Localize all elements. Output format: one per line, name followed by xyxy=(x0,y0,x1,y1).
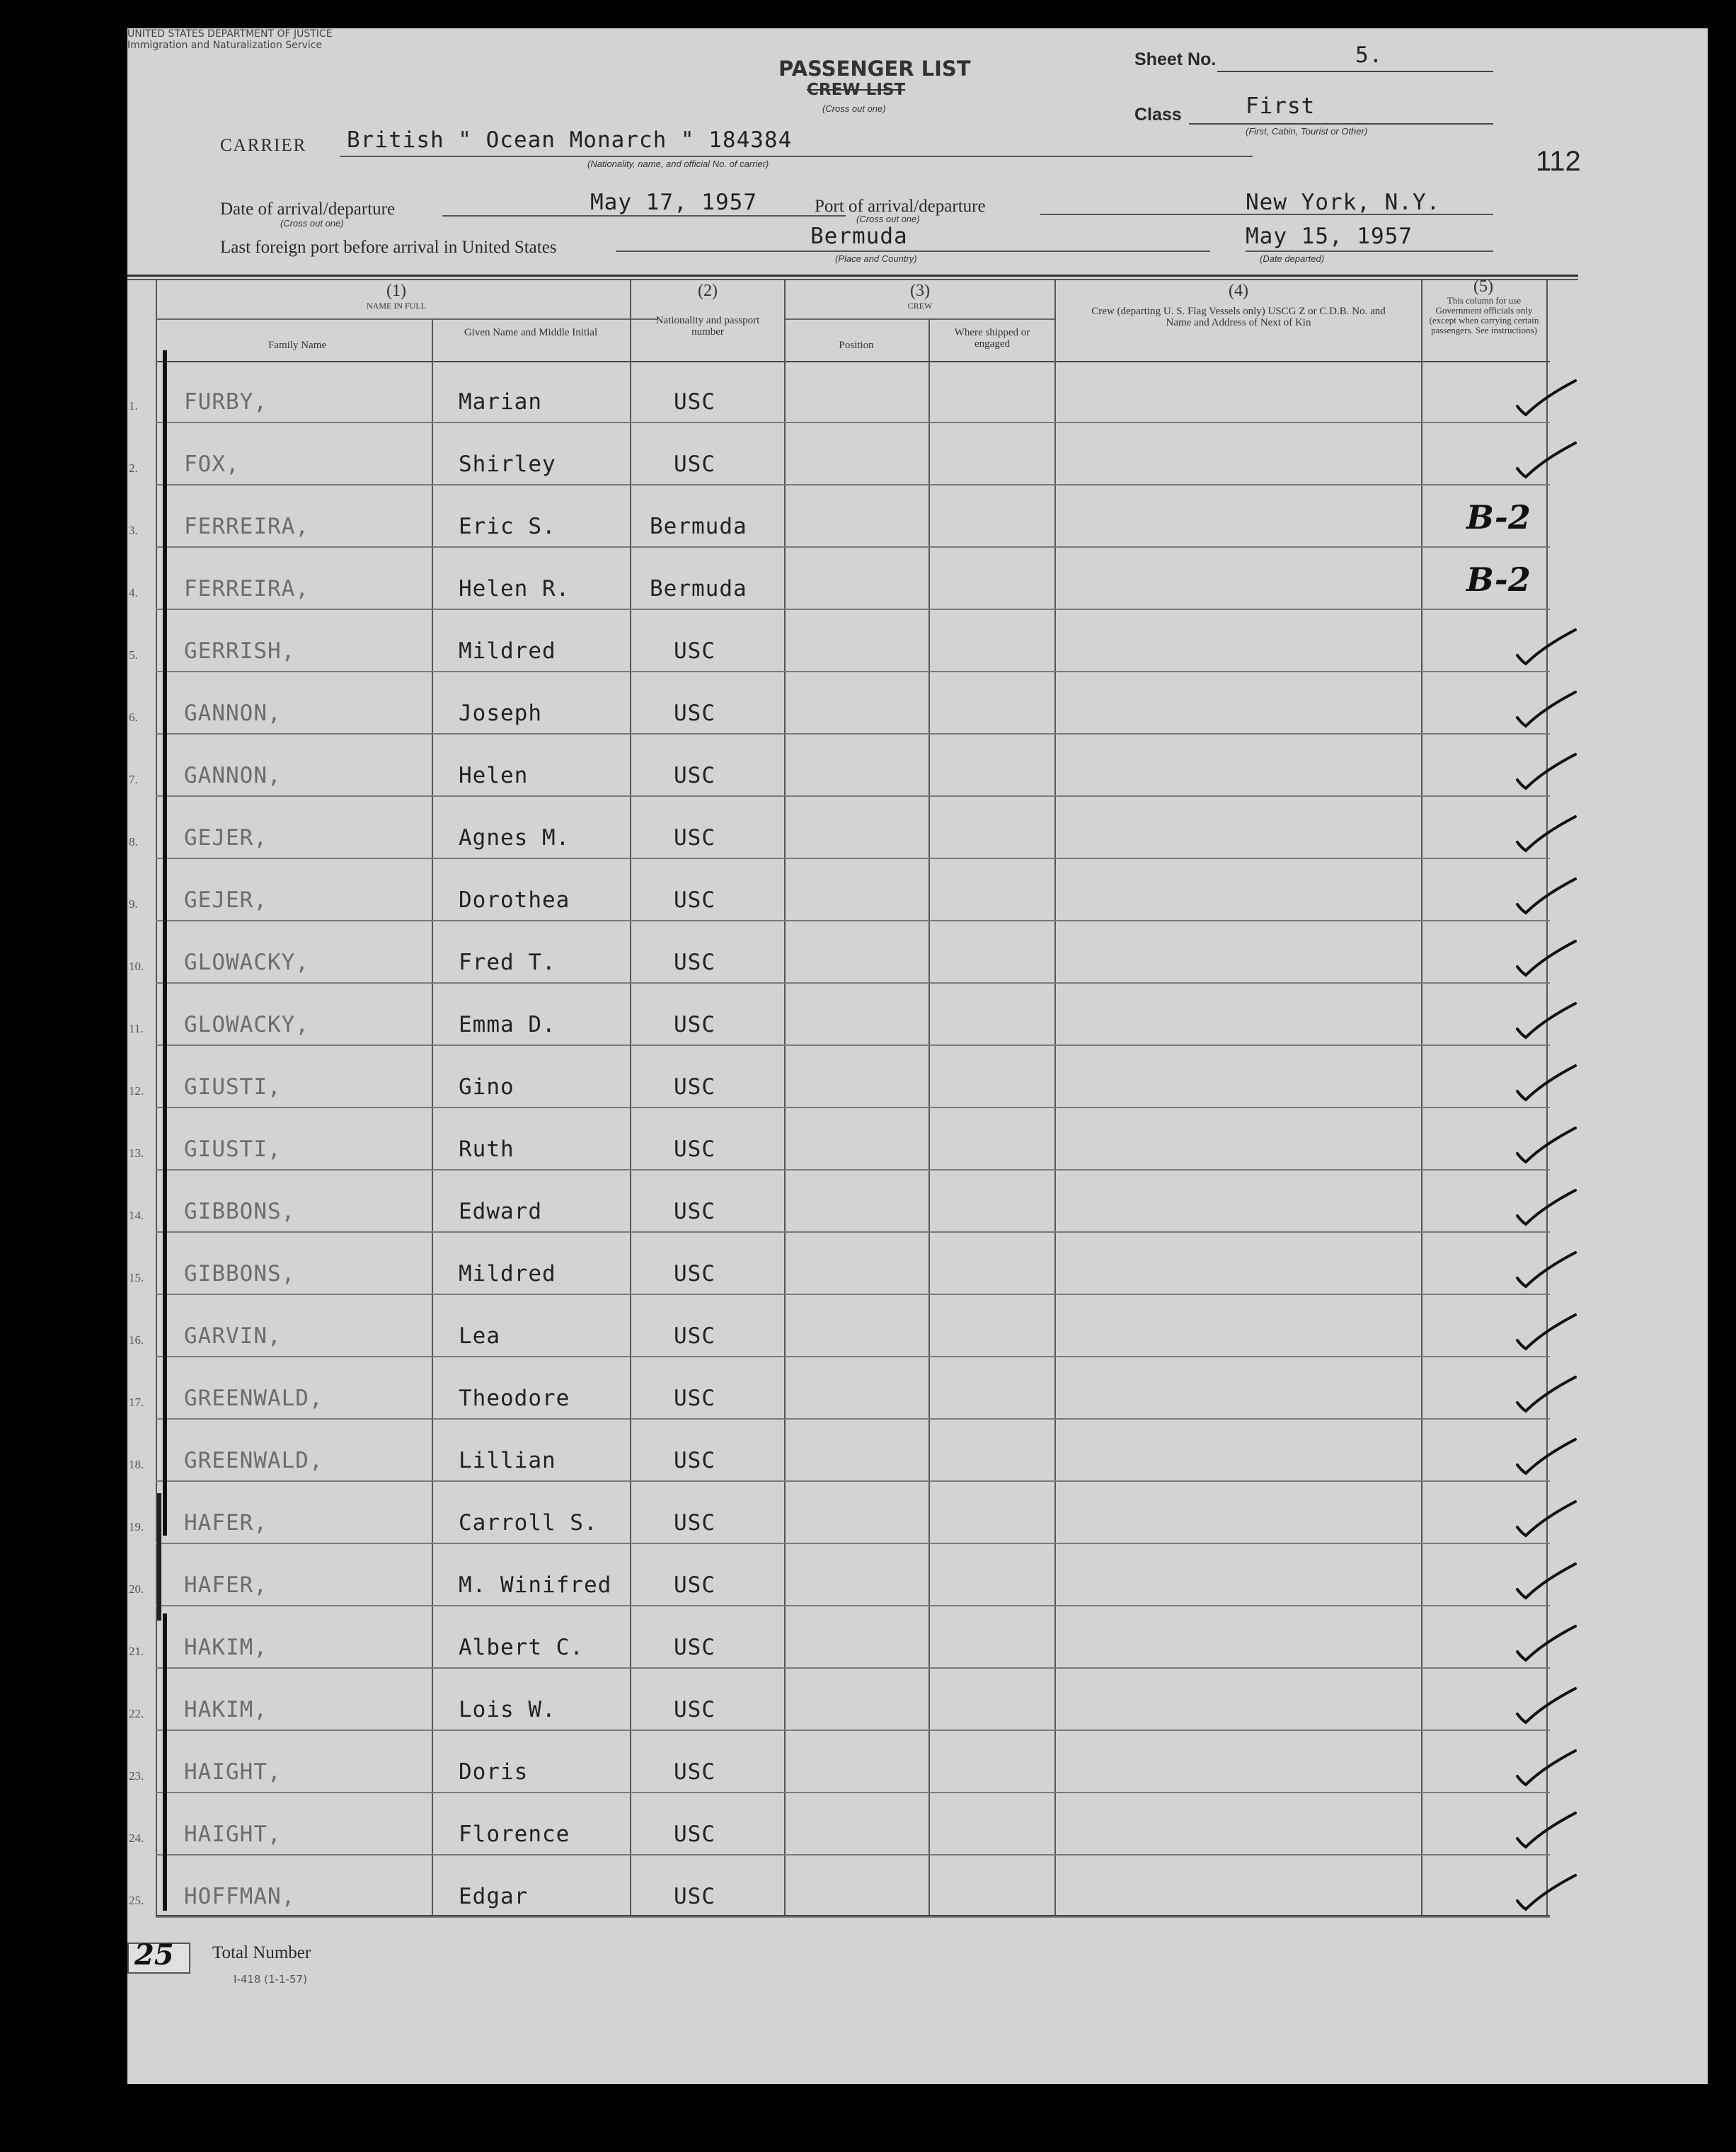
given-name: Mildred xyxy=(459,638,556,664)
nationality: USC xyxy=(674,1697,715,1722)
given-name: Helen R. xyxy=(459,576,570,602)
checkmark-icon xyxy=(1514,1684,1578,1727)
total-value: 25 xyxy=(134,1938,174,1972)
family-name: GEJER, xyxy=(184,887,268,913)
checkmark-icon xyxy=(1514,937,1578,979)
nationality: USC xyxy=(674,887,715,913)
checkmark-icon xyxy=(1514,1124,1578,1166)
row-number: 20. xyxy=(129,1582,144,1596)
nationality: USC xyxy=(674,1199,715,1224)
table-row xyxy=(127,1420,1708,1482)
table-row xyxy=(127,984,1708,1046)
given-name: Joseph xyxy=(459,701,542,726)
given-name: Agnes M. xyxy=(459,825,570,851)
row-number: 22. xyxy=(129,1707,144,1720)
row-number: 2. xyxy=(129,461,138,475)
form-title: PASSENGER LIST xyxy=(778,57,971,81)
margin-bracket-3 xyxy=(163,1613,167,1911)
date-departed-value: May 15, 1957 xyxy=(1246,224,1413,249)
nationality: USC xyxy=(674,1635,715,1660)
date-departed-hint: (Date departed) xyxy=(1260,253,1325,264)
given-name: Edward xyxy=(459,1199,542,1224)
nationality: USC xyxy=(674,1510,715,1536)
row-number: 15. xyxy=(129,1271,144,1284)
last-port-value: Bermuda xyxy=(810,224,908,249)
row-number: 10. xyxy=(129,960,144,973)
col2-number: (2) xyxy=(698,282,718,300)
table-row xyxy=(127,797,1708,859)
nationality: Bermuda xyxy=(650,514,747,539)
row-number: 17. xyxy=(129,1396,144,1409)
table-row xyxy=(127,1606,1708,1669)
col3-number: (3) xyxy=(910,282,930,300)
class-label: Class xyxy=(1134,105,1182,125)
total-label: Total Number xyxy=(212,1943,311,1962)
agency-line-1: UNITED STATES DEPARTMENT OF JUSTICE xyxy=(127,28,333,40)
checkmark-icon xyxy=(1514,1311,1578,1353)
visa-class-mark: B-2 xyxy=(1466,560,1531,599)
table-row xyxy=(127,1669,1708,1731)
checkmark-icon xyxy=(1514,439,1578,481)
given-name: Mildred xyxy=(459,1261,556,1287)
row-number: 16. xyxy=(129,1333,144,1347)
nationality: USC xyxy=(674,1448,715,1473)
family-name: FOX, xyxy=(184,451,240,477)
given-name: Edgar xyxy=(459,1884,529,1909)
given-name: Helen xyxy=(459,763,529,788)
family-name: HAKIM, xyxy=(184,1635,268,1660)
table-row xyxy=(127,1295,1708,1357)
nationality: USC xyxy=(674,701,715,726)
nationality: USC xyxy=(674,638,715,664)
given-name: Gino xyxy=(459,1074,515,1100)
margin-bracket-2 xyxy=(157,1493,161,1621)
given-name: Albert C. xyxy=(459,1635,584,1660)
col1-family-header: Family Name xyxy=(268,340,327,351)
family-name: GREENWALD, xyxy=(184,1386,323,1411)
checkmark-icon xyxy=(1514,1747,1578,1789)
col5-title: This column for use Government officials only (except when carrying certain passengers. See instructions) xyxy=(1429,295,1539,335)
family-name: GANNON, xyxy=(184,701,282,726)
row-number: 4. xyxy=(129,586,138,599)
family-name: GIUSTI, xyxy=(184,1074,282,1100)
date-label: Date of arrival/departure xyxy=(220,200,396,219)
table-row xyxy=(127,1046,1708,1108)
nationality: USC xyxy=(674,1261,715,1287)
checkmark-icon xyxy=(1514,1373,1578,1415)
checkmark-icon xyxy=(1514,376,1578,419)
table-row xyxy=(127,610,1708,672)
date-hint: (Cross out one) xyxy=(280,218,344,229)
date-value: May 17, 1957 xyxy=(590,190,757,215)
carrier-label: CARRIER xyxy=(220,136,307,155)
given-name: Doris xyxy=(459,1759,529,1785)
table-row xyxy=(127,1357,1708,1420)
row-number: 19. xyxy=(129,1520,144,1534)
checkmark-icon xyxy=(1514,812,1578,855)
col5-number: (5) xyxy=(1473,277,1493,296)
row-number: 23. xyxy=(129,1769,144,1783)
col3-title: CREW xyxy=(907,301,933,311)
nationality: USC xyxy=(674,1386,715,1411)
table-row xyxy=(127,485,1708,548)
table-row xyxy=(127,1731,1708,1793)
checkmark-icon xyxy=(1514,750,1578,793)
given-name: Emma D. xyxy=(459,1012,556,1037)
family-name: GIBBONS, xyxy=(184,1199,296,1224)
nationality: USC xyxy=(674,1137,715,1162)
given-name: Shirley xyxy=(459,451,556,477)
nationality: USC xyxy=(674,1759,715,1785)
family-name: HOFFMAN, xyxy=(184,1884,296,1909)
family-name: GEJER, xyxy=(184,825,268,851)
row-number: 8. xyxy=(129,835,138,848)
checkmark-icon xyxy=(1514,875,1578,917)
table-row xyxy=(127,1855,1708,1918)
checkmark-icon xyxy=(1514,688,1578,730)
col4-title: Crew (departing U. S. Flag Vessels only) USCG Z or C.D.B. No. and Name and Address of Next of Kin xyxy=(1091,306,1386,328)
nationality: Bermuda xyxy=(650,576,747,602)
family-name: HAIGHT, xyxy=(184,1759,282,1785)
checkmark-icon xyxy=(1514,1809,1578,1851)
cross-out-hint: (Cross out one) xyxy=(822,103,886,114)
port-label: Port of arrival/departure xyxy=(815,197,986,216)
last-port-hint: (Place and Country) xyxy=(835,253,917,264)
table-row xyxy=(127,361,1708,423)
row-number: 11. xyxy=(129,1022,144,1035)
port-value: New York, N.Y. xyxy=(1246,190,1441,215)
family-name: GERRISH, xyxy=(184,638,296,664)
given-name: M. Winifred xyxy=(459,1572,612,1598)
family-name: GREENWALD, xyxy=(184,1448,323,1473)
table-row xyxy=(127,548,1708,610)
checkmark-icon xyxy=(1514,1435,1578,1478)
row-number: 5. xyxy=(129,648,138,662)
col4-number: (4) xyxy=(1229,282,1248,300)
form-number: I-418 (1-1-57) xyxy=(234,1973,307,1986)
carrier-value: British " Ocean Monarch " 184384 xyxy=(347,127,793,153)
given-name: Marian xyxy=(459,389,542,415)
port-hint: (Cross out one) xyxy=(856,214,920,224)
row-number: 25. xyxy=(129,1894,144,1907)
class-hint: (First, Cabin, Tourist or Other) xyxy=(1246,126,1368,137)
table-row xyxy=(127,1170,1708,1233)
table-row xyxy=(127,1544,1708,1606)
row-number: 7. xyxy=(129,773,138,786)
nationality: USC xyxy=(674,1822,715,1847)
given-name: Eric S. xyxy=(459,514,556,539)
checkmark-icon xyxy=(1514,999,1578,1042)
agency-line-2: Immigration and Naturalization Service xyxy=(127,40,323,51)
page-number: 112 xyxy=(1536,146,1581,177)
col3-where-header: Where shipped or engaged xyxy=(954,327,1030,350)
family-name: GIBBONS, xyxy=(184,1261,296,1287)
checkmark-icon xyxy=(1514,1871,1578,1914)
nationality: USC xyxy=(674,1572,715,1598)
given-name: Carroll S. xyxy=(459,1510,598,1536)
col1-given-header: Given Name and Middle Initial xyxy=(464,327,598,338)
table-row xyxy=(127,423,1708,485)
family-name: GLOWACKY, xyxy=(184,950,309,975)
row-number: 13. xyxy=(129,1146,144,1160)
nationality: USC xyxy=(674,389,715,415)
nationality: USC xyxy=(674,825,715,851)
col2-title: Nationality and passport number xyxy=(655,315,760,338)
family-name: HAKIM, xyxy=(184,1697,268,1722)
table-row xyxy=(127,672,1708,735)
nationality: USC xyxy=(674,950,715,975)
table-row xyxy=(127,1793,1708,1855)
crew-list-struck: CREW LIST xyxy=(807,81,906,99)
row-number: 21. xyxy=(129,1645,144,1658)
checkmark-icon xyxy=(1514,1061,1578,1104)
total-box xyxy=(127,1938,190,1974)
checkmark-icon xyxy=(1514,1248,1578,1291)
margin-bracket-1 xyxy=(163,350,167,1536)
family-name: FERREIRA, xyxy=(184,576,309,602)
given-name: Theodore xyxy=(459,1386,570,1411)
given-name: Ruth xyxy=(459,1137,515,1162)
given-name: Lois W. xyxy=(459,1697,556,1722)
last-port-label: Last foreign port before arrival in United States xyxy=(220,238,557,257)
family-name: HAIGHT, xyxy=(184,1822,282,1847)
given-name: Lillian xyxy=(459,1448,556,1473)
family-name: FURBY, xyxy=(184,389,268,415)
row-number: 12. xyxy=(129,1084,144,1098)
row-number: 14. xyxy=(129,1209,144,1222)
nationality: USC xyxy=(674,1074,715,1100)
row-number: 6. xyxy=(129,710,138,724)
table-row xyxy=(127,735,1708,797)
table-row xyxy=(127,1108,1708,1170)
col1-number: (1) xyxy=(386,282,406,300)
family-name: GIUSTI, xyxy=(184,1137,282,1162)
table-row xyxy=(127,859,1708,921)
checkmark-icon xyxy=(1514,1497,1578,1540)
carrier-hint: (Nationality, name, and official No. of carrier) xyxy=(587,159,769,169)
given-name: Fred T. xyxy=(459,950,556,975)
col3-position-header: Position xyxy=(839,340,874,351)
family-name: FERREIRA, xyxy=(184,514,309,539)
given-name: Florence xyxy=(459,1822,570,1847)
family-name: GLOWACKY, xyxy=(184,1012,309,1037)
nationality: USC xyxy=(674,763,715,788)
checkmark-icon xyxy=(1514,1186,1578,1229)
nationality: USC xyxy=(674,1012,715,1037)
row-number: 9. xyxy=(129,897,138,911)
sheet-value: 5. xyxy=(1355,42,1384,68)
nationality: USC xyxy=(674,1323,715,1349)
row-number: 18. xyxy=(129,1458,144,1471)
nationality: USC xyxy=(674,451,715,477)
class-value: First xyxy=(1246,93,1316,119)
visa-class-mark: B-2 xyxy=(1466,498,1531,536)
table-row xyxy=(127,921,1708,984)
family-name: HAFER, xyxy=(184,1572,268,1598)
sheet-label: Sheet No. xyxy=(1134,50,1217,69)
row-number: 3. xyxy=(129,524,138,537)
row-number: 24. xyxy=(129,1831,144,1845)
checkmark-icon xyxy=(1514,1622,1578,1664)
table-row xyxy=(127,1233,1708,1295)
col1-title: NAME IN FULL xyxy=(367,301,426,311)
row-number: 1. xyxy=(129,399,138,413)
nationality: USC xyxy=(674,1884,715,1909)
checkmark-icon xyxy=(1514,1560,1578,1602)
table-row xyxy=(127,1482,1708,1544)
passenger-list-sheet xyxy=(127,28,1708,2084)
given-name: Dorothea xyxy=(459,887,570,913)
family-name: GANNON, xyxy=(184,763,282,788)
family-name: HAFER, xyxy=(184,1510,268,1536)
given-name: Lea xyxy=(459,1323,500,1349)
agency-heading xyxy=(127,28,333,51)
checkmark-icon xyxy=(1514,626,1578,668)
family-name: GARVIN, xyxy=(184,1323,282,1349)
